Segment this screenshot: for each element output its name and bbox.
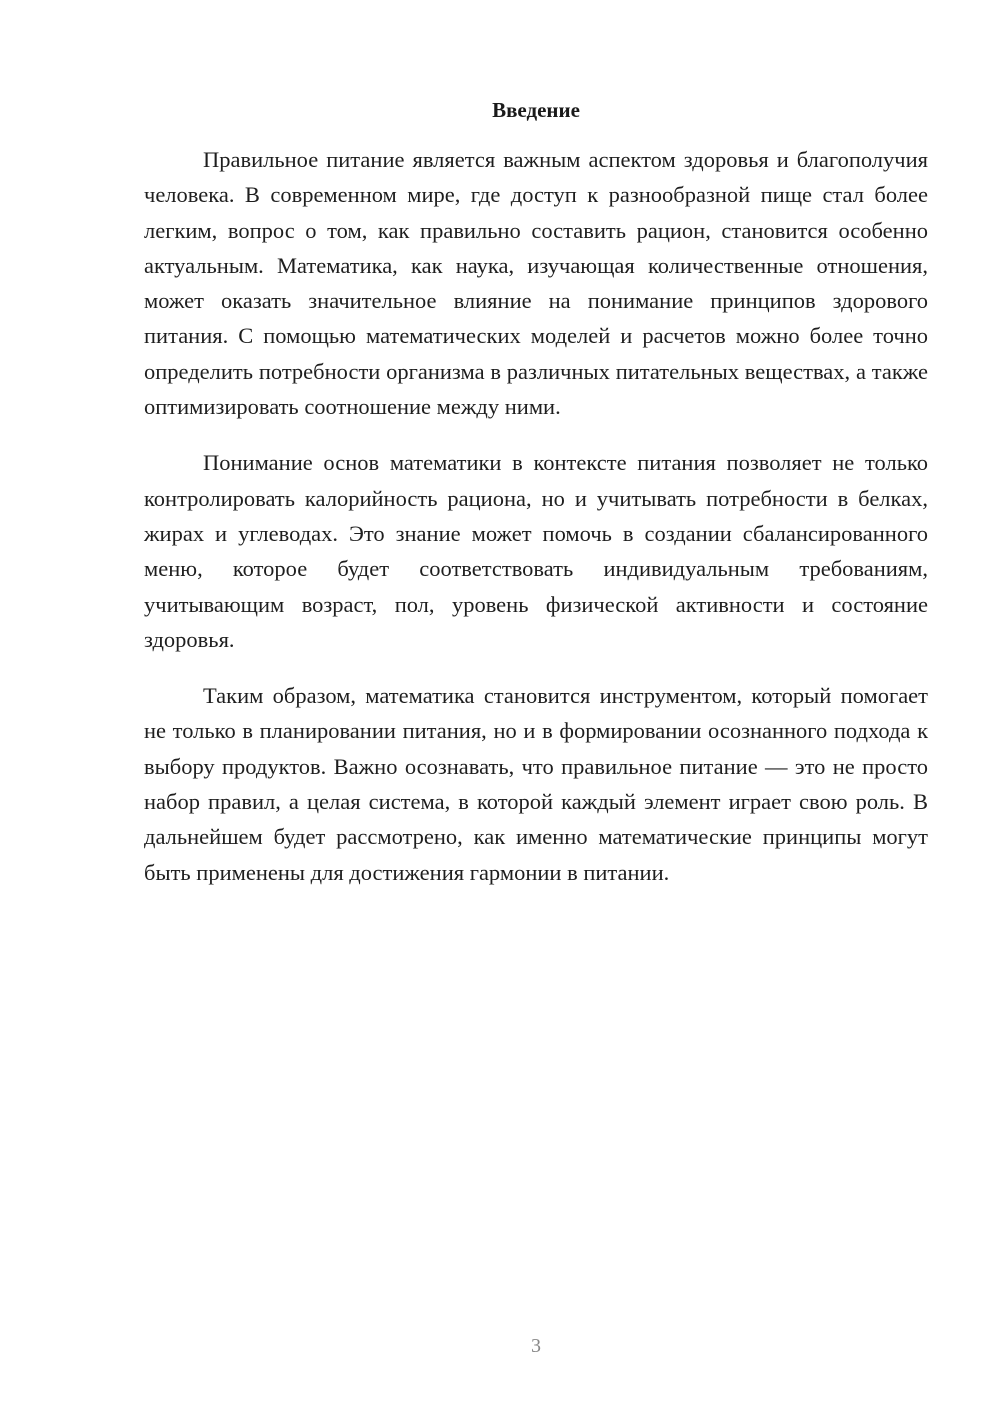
paragraph-2: Понимание основ математики в контексте питания позволяет не только контролировать калорийность рациона, но и учитывать потребности в белках, жирах и углеводах. Это знание может помочь в создании сбалансированного меню, которое будет соответствовать индивидуальным требованиям, учитывающим возраст, пол, уровень физической активности и состояние здоровья. (144, 450, 928, 652)
document-body (144, 142, 928, 911)
page-title: Введение (492, 98, 580, 122)
paragraph-3: Таким образом, математика становится инструментом, который помогает не только в планировании питания, но и в формировании осознанного подхода к выбору продуктов. Важно осознавать, что правильное питание — это не просто набор правил, а целая система, в которой каждый элемент играет свою роль. В дальнейшем будет рассмотрено, как именно математические принципы могут быть применены для достижения гармонии в питании. (144, 683, 928, 885)
page-number: 3 (531, 1335, 541, 1357)
paragraph-1: Правильное питание является важным аспектом здоровья и благополучия человека. В современном мире, где доступ к разнообразной пище стал более легким, вопрос о том, как правильно составить рацион, становится особенно актуальным. Математика, как наука, изучающая количественные отношения, может оказать значительное влияние на понимание принципов здорового питания. С помощью математических моделей и расчетов можно более точно определить потребности организма в различных питательных веществах, а также оптимизировать соотношение между ними. (144, 147, 928, 420)
